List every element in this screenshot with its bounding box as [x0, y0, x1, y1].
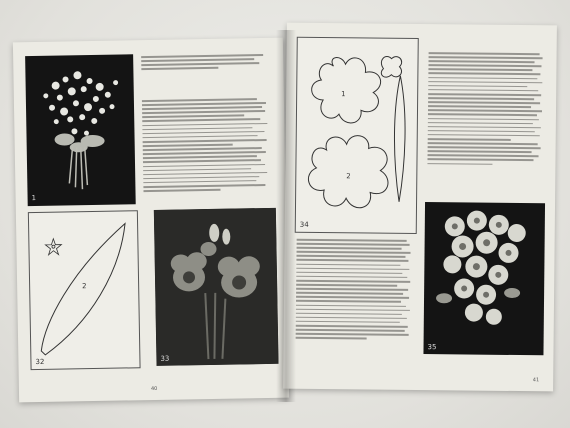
- text-column: [142, 98, 272, 194]
- figure-number: 1: [31, 194, 37, 203]
- svg-text:2: 2: [82, 282, 87, 291]
- photo-bouquet: [25, 54, 136, 206]
- figure-number: 33: [160, 354, 170, 363]
- bouquet-illustration: [25, 54, 136, 206]
- photo-flower-cluster: [423, 202, 545, 355]
- book-spine-gutter: [276, 30, 296, 402]
- left-page: [13, 38, 289, 403]
- flower-cluster-illustration: [423, 202, 545, 355]
- svg-text:1: 1: [341, 90, 346, 99]
- petal-pattern-diagram: [28, 210, 141, 370]
- page-number: 40: [150, 385, 158, 393]
- flowers-illustration: [154, 208, 279, 366]
- photo-flowers: [154, 208, 279, 366]
- text-column: [427, 52, 546, 168]
- figure-number: 32: [35, 357, 45, 367]
- page-number: 41: [532, 377, 540, 384]
- figure-number: 34: [299, 220, 309, 229]
- svg-text:2: 2: [346, 172, 351, 181]
- petal-pattern-outline: [29, 211, 140, 369]
- figure-number: 35: [427, 343, 437, 352]
- text-column: [141, 54, 269, 73]
- text-column: [296, 239, 415, 343]
- right-page: [283, 23, 557, 392]
- leaf-pattern-outline: [389, 74, 410, 204]
